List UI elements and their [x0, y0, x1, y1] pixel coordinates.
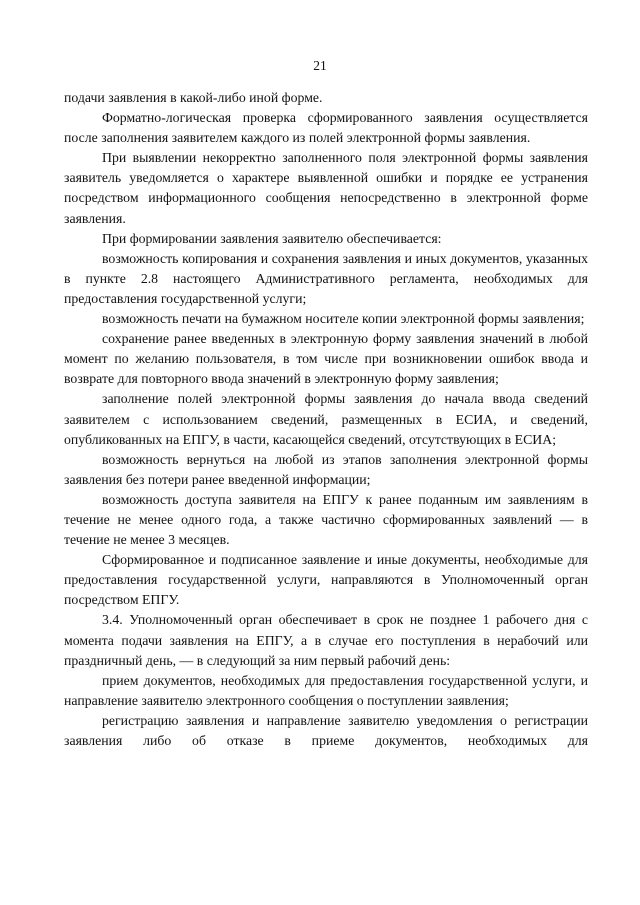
paragraph: 3.4. Уполномоченный орган обеспечивает в срок не позднее 1 рабочего дня с момента подачи заявления на ЕПГУ, а в случае его поступления в нерабочий или праздничный день, — в следующий за ним первый рабочий день:	[64, 612, 588, 668]
paragraph: При формировании заявления заявителю обеспечивается:	[102, 230, 442, 246]
paragraph: сохранение ранее введенных в электронную форму заявления значений в любой момент по желанию пользователя, в том числе при возникновении ошибок ввода и возврате для повторного ввода значений в электронную форму заявления;	[64, 331, 588, 387]
paragraph: При выявлении некорректно заполненного поля электронной формы заявления заявитель уведомляется о характере выявленной ошибки и порядке ее устранения посредством информационного сообщения непосредственно в электронной форме заявления.	[64, 150, 588, 226]
paragraph: заполнение полей электронной формы заявления до начала ввода сведений заявителем с использованием сведений, размещенных в ЕСИА, и сведений, опубликованных на ЕПГУ, в части, касающейся сведений, отсутствующих в ЕСИА;	[64, 391, 588, 447]
paragraph: возможность копирования и сохранения заявления и иных документов, указанных в пункте 2.8 настоящего Административного регламента, необходимых для предоставления государственной услуги;	[64, 250, 588, 306]
paragraph: возможность вернуться на любой из этапов заполнения электронной формы заявления без потери ранее введенной информации;	[64, 451, 588, 487]
paragraph: возможность печати на бумажном носителе копии электронной формы заявления;	[102, 311, 585, 327]
paragraph: Сформированное и подписанное заявление и иные документы, необходимые для предоставления государственной услуги, направляются в Уполномоченный орган посредством ЕПГУ.	[64, 552, 588, 608]
paragraph: возможность доступа заявителя на ЕПГУ к ранее поданным им заявлениям в течение не менее одного года, а также частично сформированных заявлений — в течение не менее 3 месяцев.	[64, 491, 588, 548]
paragraph: регистрацию заявления и направление заявителю уведомления о регистрации заявления либо об отказе в приеме документов, необходимых для	[64, 712, 588, 748]
document-body	[64, 88, 588, 751]
page-number: 21	[313, 58, 327, 73]
paragraph: прием документов, необходимых для предоставления государственной услуги, и направление заявителю электронного сообщения о поступлении заявления;	[64, 672, 588, 708]
paragraph: Форматно-логическая проверка сформированного заявления осуществляется после заполнения заявителем каждого из полей электронной формы заявления.	[64, 110, 588, 146]
paragraph: подачи заявления в какой-либо иной форме.	[64, 90, 323, 105]
